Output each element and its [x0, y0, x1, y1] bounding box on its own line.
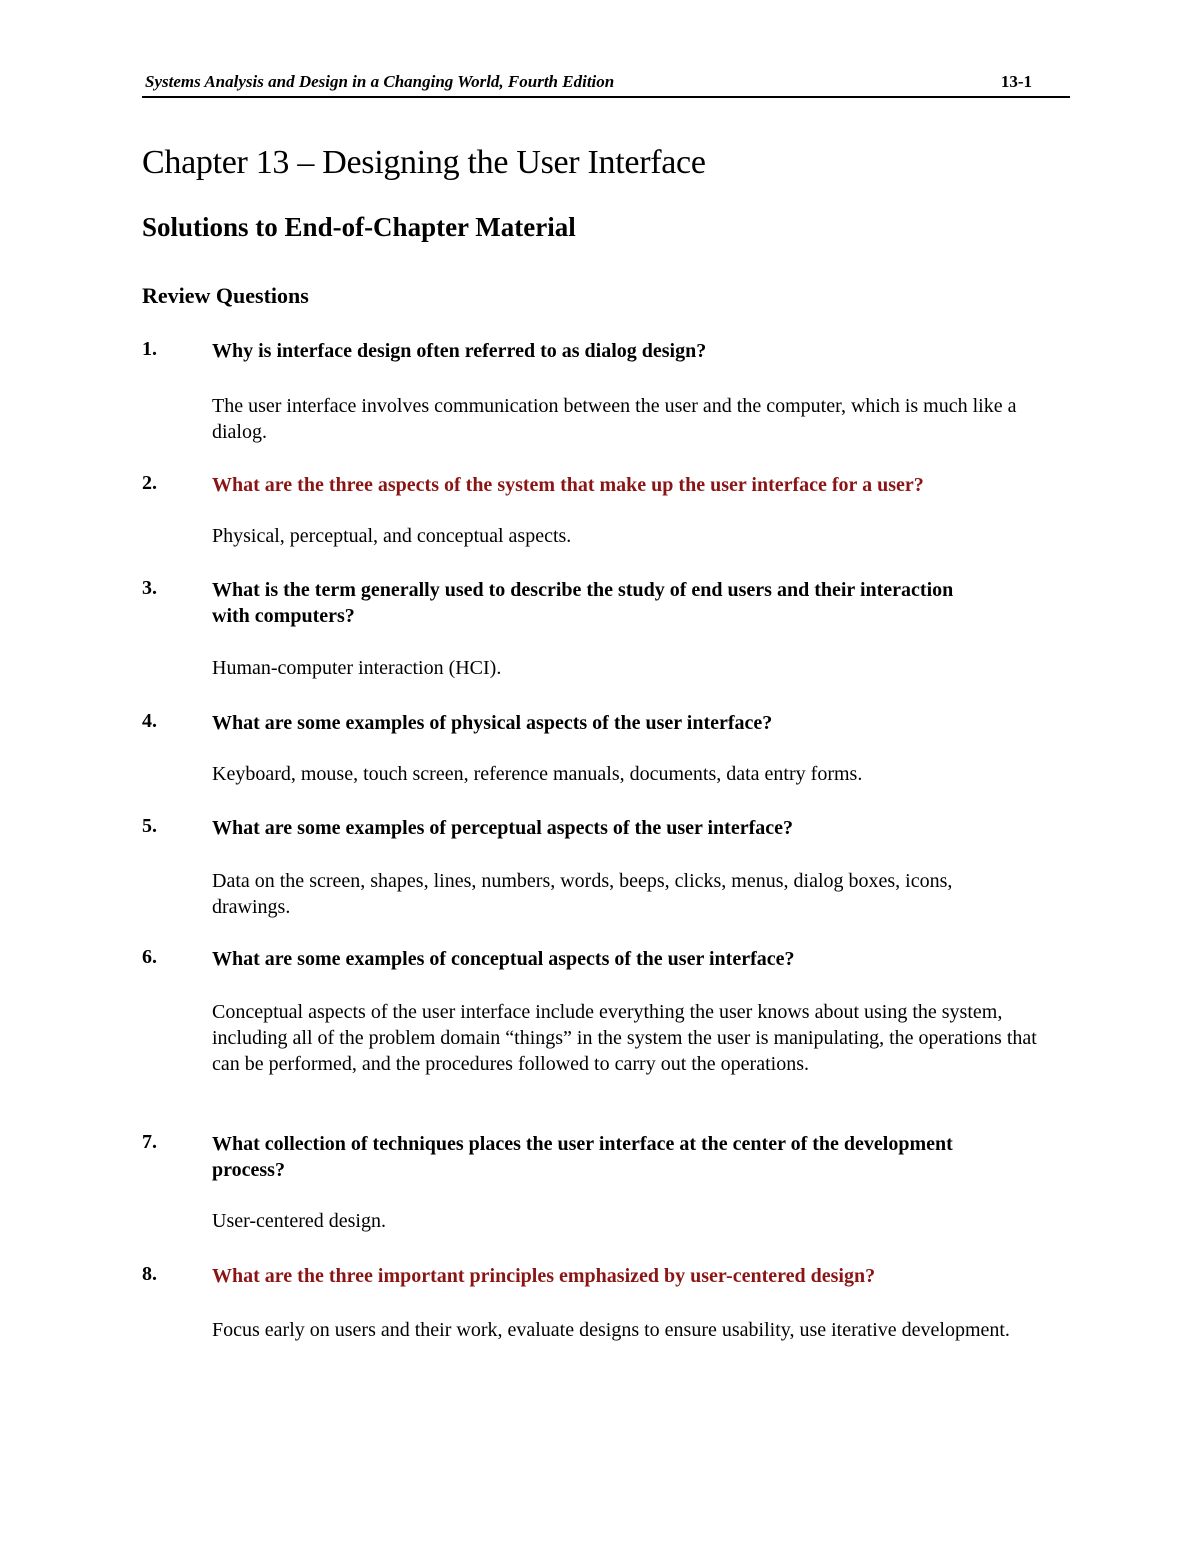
question-number: 3.	[142, 577, 157, 599]
question-number: 8.	[142, 1263, 157, 1285]
answer-text: Physical, perceptual, and conceptual aspects.	[212, 525, 572, 547]
answer-text: Data on the screen, shapes, lines, numbers, words, beeps, clicks, menus, dialog boxes, icons, drawings.	[212, 870, 953, 918]
subsection-title: Review Questions	[142, 283, 309, 308]
question-text: What are some examples of perceptual aspects of the user interface?	[212, 817, 793, 839]
answer-text: Human-computer interaction (HCI).	[212, 657, 502, 679]
answer-text: Conceptual aspects of the user interface include everything the user knows about using the system, including all of the problem domain “things” in the system the user is manipulating, the operations that can be performed, and the procedures followed to carry out the operations.	[212, 1001, 1037, 1075]
question-text: Why is interface design often referred to as dialog design?	[212, 340, 707, 362]
running-header	[142, 70, 1070, 98]
running-title: Systems Analysis and Design in a Changing World, Fourth Edition	[145, 72, 615, 91]
page-number: 13-1	[1000, 72, 1032, 91]
question-text: What are some examples of physical aspects of the user interface?	[212, 712, 773, 734]
section-title: Solutions to End-of-Chapter Material	[142, 212, 576, 242]
question-text: What is the term generally used to describe the study of end users and their interaction with computers?	[212, 579, 954, 627]
answer-text: The user interface involves communication between the user and the computer, which is much like a dialog.	[212, 395, 1017, 443]
question-number: 1.	[142, 338, 157, 360]
question-number: 4.	[142, 710, 157, 732]
question-number: 7.	[142, 1131, 157, 1153]
answer-text: User-centered design.	[212, 1210, 386, 1232]
answer-text: Focus early on users and their work, evaluate designs to ensure usability, use iterative development.	[212, 1319, 1010, 1341]
question-text: What are the three aspects of the system that make up the user interface for a user?	[212, 474, 924, 496]
answer-text: Keyboard, mouse, touch screen, reference manuals, documents, data entry forms.	[212, 763, 863, 785]
question-number: 5.	[142, 815, 157, 837]
chapter-title: Chapter 13 – Designing the User Interface	[142, 144, 706, 181]
question-number: 2.	[142, 472, 157, 494]
question-text: What are some examples of conceptual aspects of the user interface?	[212, 948, 795, 970]
question-number: 6.	[142, 946, 157, 968]
question-text: What are the three important principles emphasized by user-centered design?	[212, 1265, 876, 1287]
question-text: What collection of techniques places the user interface at the center of the development process?	[212, 1133, 953, 1181]
